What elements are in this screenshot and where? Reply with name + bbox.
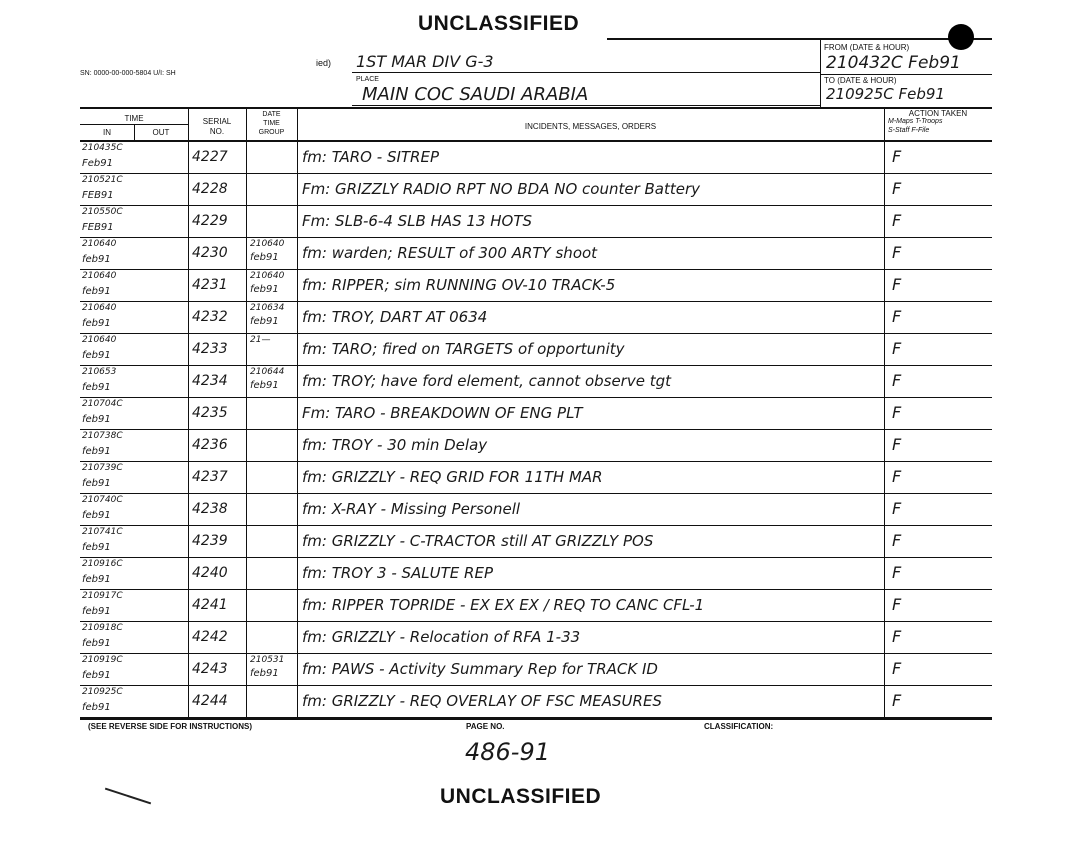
row-action: F (892, 211, 902, 230)
to-value: 210925C Feb91 (826, 85, 945, 103)
row-time-in: 210740C (82, 495, 123, 505)
table-top-rule (80, 107, 992, 109)
row-time-in: 210738C (82, 431, 123, 441)
row-dtg-date: feb91 (250, 284, 279, 295)
row-message: fm: GRIZZLY - REQ GRID FOR 11TH MAR (302, 468, 603, 486)
unit-value: 1ST MAR DIV G-3 (356, 52, 494, 71)
row-message: fm: TROY 3 - SALUTE REP (302, 564, 494, 582)
unit-underline (352, 72, 820, 73)
row-action: F (892, 371, 902, 390)
table-row (80, 398, 992, 430)
place-underline (352, 105, 820, 106)
row-serial-no: 4238 (192, 501, 228, 517)
row-time-date: Feb91 (82, 158, 113, 169)
row-message: fm: TROY, DART AT 0634 (302, 308, 488, 326)
row-dtg-time: 210644 (250, 367, 285, 377)
row-time-date: feb91 (82, 638, 111, 649)
row-time-date: FEB91 (82, 222, 114, 233)
table-row (80, 622, 992, 654)
place-value: MAIN COC SAUDI ARABIA (362, 84, 589, 105)
col-header-dtg-2: TIME (263, 120, 280, 127)
table-row (80, 302, 992, 334)
table-row (80, 558, 992, 590)
row-serial-no: 4241 (192, 597, 228, 613)
col-header-in: IN (103, 128, 111, 137)
row-time-in: 210916C (82, 559, 123, 569)
col-header-time: TIME (124, 114, 144, 123)
classification-label: CLASSIFICATION: (704, 722, 774, 731)
row-dtg-date: feb91 (250, 380, 279, 391)
row-serial-no: 4240 (192, 565, 228, 581)
row-time-date: feb91 (82, 446, 111, 457)
pen-stroke-mark (105, 788, 151, 805)
row-action: F (892, 595, 902, 614)
table-row (80, 206, 992, 238)
col-header-serial-1: SERIAL (202, 117, 232, 126)
row-dtg-time: 210531 (250, 655, 285, 665)
row-message: fm: GRIZZLY - Relocation of RFA 1-33 (302, 628, 581, 646)
row-message: fm: RIPPER TOPRIDE - EX EX EX / REQ TO CANC CFL-1 (302, 596, 705, 614)
row-action: F (892, 659, 902, 678)
unit-label: ied) (316, 58, 332, 68)
row-action: F (892, 243, 902, 262)
row-time-date: feb91 (82, 702, 111, 713)
row-message: fm: PAWS - Activity Summary Rep for TRACK ID (302, 660, 658, 678)
page-no-value: 486-91 (465, 738, 551, 766)
row-dtg-time: 21— (250, 335, 271, 345)
row-message: fm: RIPPER; sim RUNNING OV-10 TRACK-5 (302, 276, 616, 294)
classification-top: UNCLASSIFIED (418, 12, 580, 35)
row-time-date: feb91 (82, 318, 111, 329)
table-row (80, 590, 992, 622)
row-time-in: 210550C (82, 207, 123, 217)
row-time-date: feb91 (82, 574, 111, 585)
row-action: F (892, 339, 902, 358)
row-message: fm: TROY - 30 min Delay (302, 436, 488, 454)
row-serial-no: 4237 (192, 469, 228, 485)
row-time-date: feb91 (82, 510, 111, 521)
col-header-action: ACTION TAKEN (908, 109, 968, 118)
row-time-date: feb91 (82, 382, 111, 393)
row-time-date: feb91 (82, 286, 111, 297)
time-subheader-rule (80, 124, 188, 125)
row-action: F (892, 499, 902, 518)
row-dtg-date: feb91 (250, 252, 279, 263)
table-row (80, 142, 992, 174)
row-serial-no: 4228 (192, 181, 228, 197)
row-time-date: feb91 (82, 478, 111, 489)
row-serial-no: 4236 (192, 437, 228, 453)
row-message: fm: warden; RESULT of 300 ARTY shoot (302, 244, 598, 262)
from-underline (820, 74, 992, 75)
row-serial-no: 4234 (192, 373, 228, 389)
from-label: FROM (DATE & HOUR) (824, 43, 910, 52)
page-no-label: PAGE NO. (466, 722, 505, 731)
row-serial-no: 4239 (192, 533, 228, 549)
table-row (80, 686, 992, 718)
row-message: fm: GRIZZLY - REQ OVERLAY OF FSC MEASURES (302, 692, 662, 710)
col-header-incidents: INCIDENTS, MESSAGES, ORDERS (524, 122, 657, 131)
row-message: Fm: TARO - BREAKDOWN OF ENG PLT (302, 404, 583, 422)
row-serial-no: 4232 (192, 309, 228, 325)
row-message: fm: GRIZZLY - C-TRACTOR still AT GRIZZLY POS (302, 532, 654, 550)
action-legend-1: M-Maps T-Troops (888, 118, 943, 125)
row-time-in: 210640 (82, 271, 117, 281)
row-time-date: feb91 (82, 606, 111, 617)
row-time-in: 210640 (82, 303, 117, 313)
table-row (80, 366, 992, 398)
row-serial-no: 4244 (192, 693, 228, 709)
row-serial-no: 4230 (192, 245, 228, 261)
row-dtg-time: 210634 (250, 303, 285, 313)
row-action: F (892, 691, 902, 710)
sn-text: SN: 0000-00-000-5804 U/I: SH (80, 70, 176, 77)
to-label: TO (DATE & HOUR) (824, 76, 897, 85)
row-action: F (892, 627, 902, 646)
row-message: Fm: GRIZZLY RADIO RPT NO BDA NO counter Battery (302, 180, 701, 198)
row-time-in: 210917C (82, 591, 123, 601)
row-message: fm: X-RAY - Missing Personell (302, 500, 521, 518)
row-time-in: 210521C (82, 175, 123, 185)
row-time-date: feb91 (82, 254, 111, 265)
row-time-in: 210741C (82, 527, 123, 537)
action-legend-2: S-Staff F-File (888, 127, 930, 134)
row-dtg-time: 210640 (250, 271, 285, 281)
message-log-table (80, 142, 992, 718)
row-time-in: 210739C (82, 463, 123, 473)
row-time-in: 210653 (82, 367, 117, 377)
row-time-in: 210704C (82, 399, 123, 409)
row-serial-no: 4242 (192, 629, 228, 645)
row-action: F (892, 275, 902, 294)
row-serial-no: 4243 (192, 661, 228, 677)
table-row (80, 270, 992, 302)
row-dtg-date: feb91 (250, 668, 279, 679)
row-time-in: 210918C (82, 623, 123, 633)
row-action: F (892, 563, 902, 582)
table-row (80, 462, 992, 494)
binder-hole-mark (948, 24, 974, 50)
row-message: fm: TARO; fired on TARGETS of opportunity (302, 340, 625, 358)
row-dtg-time: 210640 (250, 239, 285, 249)
classification-bottom: UNCLASSIFIED (440, 785, 602, 808)
table-row (80, 526, 992, 558)
table-row (80, 654, 992, 686)
instructions-note: (SEE REVERSE SIDE FOR INSTRUCTIONS) (88, 722, 253, 731)
place-label: PLACE (356, 76, 379, 83)
row-message: Fm: SLB-6-4 SLB HAS 13 HOTS (302, 212, 533, 230)
from-value: 210432C Feb91 (826, 53, 961, 73)
row-serial-no: 4233 (192, 341, 228, 357)
row-serial-no: 4235 (192, 405, 228, 421)
row-action: F (892, 531, 902, 550)
table-bottom-rule (80, 718, 992, 720)
row-time-in: 210640 (82, 239, 117, 249)
table-row (80, 238, 992, 270)
row-action: F (892, 307, 902, 326)
row-time-in: 210919C (82, 655, 123, 665)
row-serial-no: 4231 (192, 277, 228, 293)
row-action: F (892, 403, 902, 422)
row-action: F (892, 147, 902, 166)
col-header-serial-2: NO. (209, 127, 225, 136)
row-action: F (892, 435, 902, 454)
row-action: F (892, 467, 902, 486)
row-time-date: FEB91 (82, 190, 114, 201)
row-time-date: feb91 (82, 670, 111, 681)
table-row (80, 430, 992, 462)
col-header-dtg-3: GROUP (258, 129, 285, 136)
col-header-out: OUT (152, 128, 170, 137)
row-time-in: 210925C (82, 687, 123, 697)
row-action: F (892, 179, 902, 198)
table-row (80, 334, 992, 366)
row-time-date: feb91 (82, 414, 111, 425)
table-row (80, 494, 992, 526)
table-row (80, 174, 992, 206)
row-time-date: feb91 (82, 542, 111, 553)
row-serial-no: 4229 (192, 213, 228, 229)
row-time-date: feb91 (82, 350, 111, 361)
row-message: fm: TARO - SITREP (302, 148, 439, 166)
col-header-dtg-1: DATE (262, 111, 281, 118)
row-serial-no: 4227 (192, 149, 228, 165)
top-rule (607, 38, 992, 40)
row-message: fm: TROY; have ford element, cannot observe tgt (302, 372, 672, 390)
row-time-in: 210435C (82, 143, 123, 153)
row-time-in: 210640 (82, 335, 117, 345)
row-dtg-date: feb91 (250, 316, 279, 327)
